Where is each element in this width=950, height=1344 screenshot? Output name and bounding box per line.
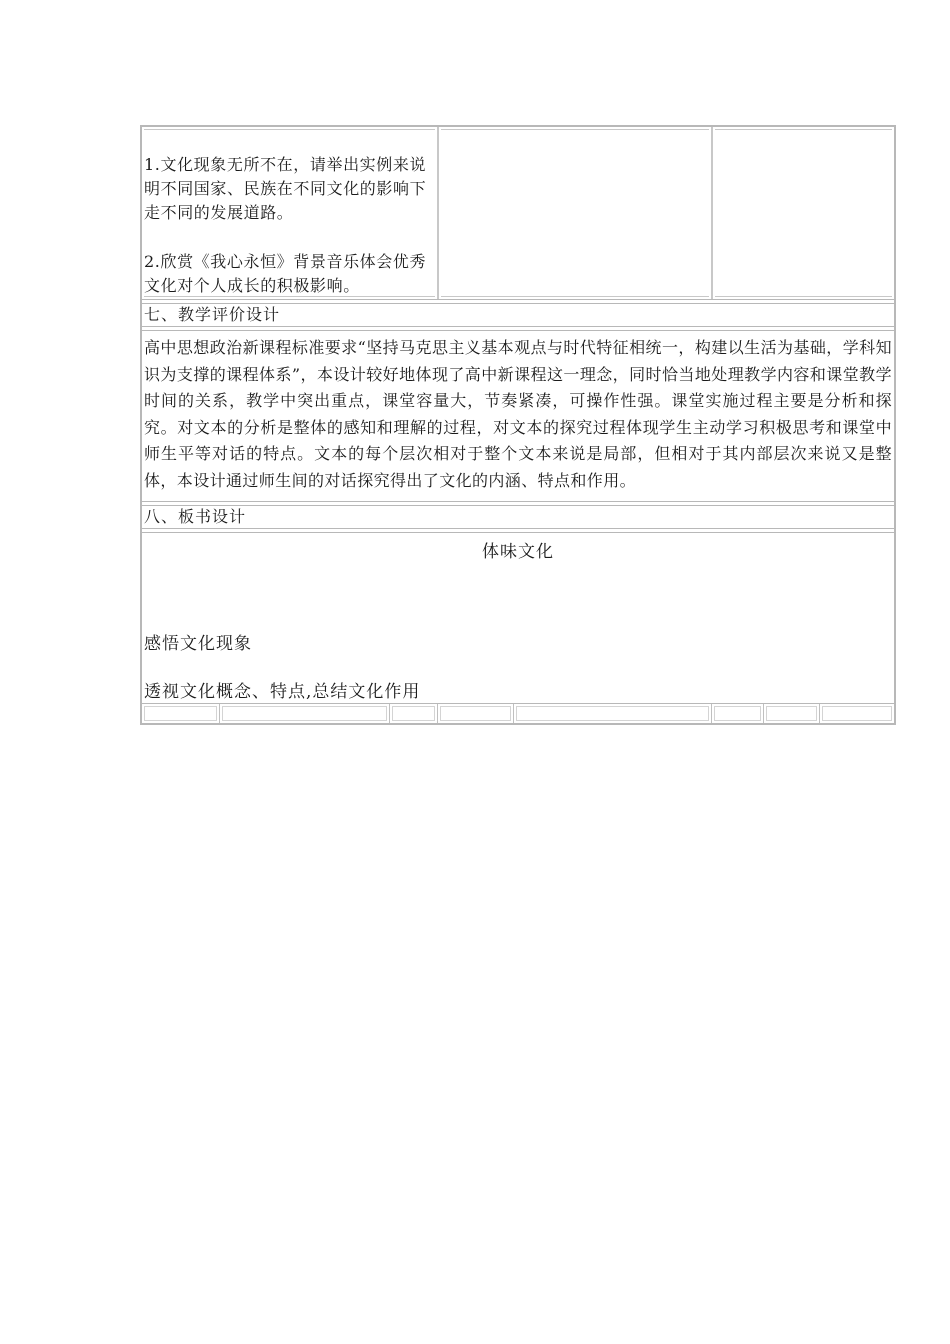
empty-cell <box>438 127 712 299</box>
grid-cell <box>820 704 894 723</box>
blackboard-line: 透视文化概念、特点,总结文化作用 <box>144 682 421 702</box>
empty-cell <box>712 127 894 299</box>
grid-cell <box>514 704 712 723</box>
grid-cell <box>438 704 514 723</box>
blackboard-design <box>142 533 894 703</box>
grid-cell <box>764 704 820 723</box>
activity-item-1: 1.文化现象无所不在，请举出实例来说明不同国家、民族在不同文化的影响下走不同的发展道路。 <box>144 155 427 222</box>
activity-item-2: 2.欣赏《我心永恒》背景音乐体会优秀文化对个人成长的积极影响。 <box>144 252 427 295</box>
empty-grid-row <box>142 703 894 723</box>
grid-cell <box>220 704 390 723</box>
lesson-plan-table <box>140 125 896 725</box>
blackboard-title: 体味文化 <box>482 542 554 562</box>
evaluation-paragraph: 高中思想政治新课程标准要求“坚持马克思主义基本观点与时代特征相统一，构建以生活为基础，学科知识为支撑的课程体系”，本设计较好地体现了高中新课程这一理念，同时恰当地处理教学内容和课堂教学时间的关系，教学中突出重点，课堂容量大，节奏紧凑，可操作性强。课堂实施过程主要是分析和探究。对文本的分析是整体的感知和理解的过程，对文本的探究过程体现学生主动学习积极思考和课堂中师生平等对话的特点。文本的每个层次相对于整个文本来说是局部，但相对于其内部层次来说又是整体，本设计通过师生间的对话探究得出了文化的内涵、特点和作用。 <box>144 338 892 490</box>
blackboard-line: 感悟文化现象 <box>144 634 252 654</box>
activities-row <box>142 127 894 299</box>
section-heading-evaluation: 七、教学评价设计 <box>144 305 281 324</box>
grid-cell <box>712 704 764 723</box>
grid-cell <box>142 704 220 723</box>
section-heading-blackboard: 八、板书设计 <box>144 507 247 526</box>
grid-cell <box>390 704 438 723</box>
activities-cell <box>142 127 438 299</box>
